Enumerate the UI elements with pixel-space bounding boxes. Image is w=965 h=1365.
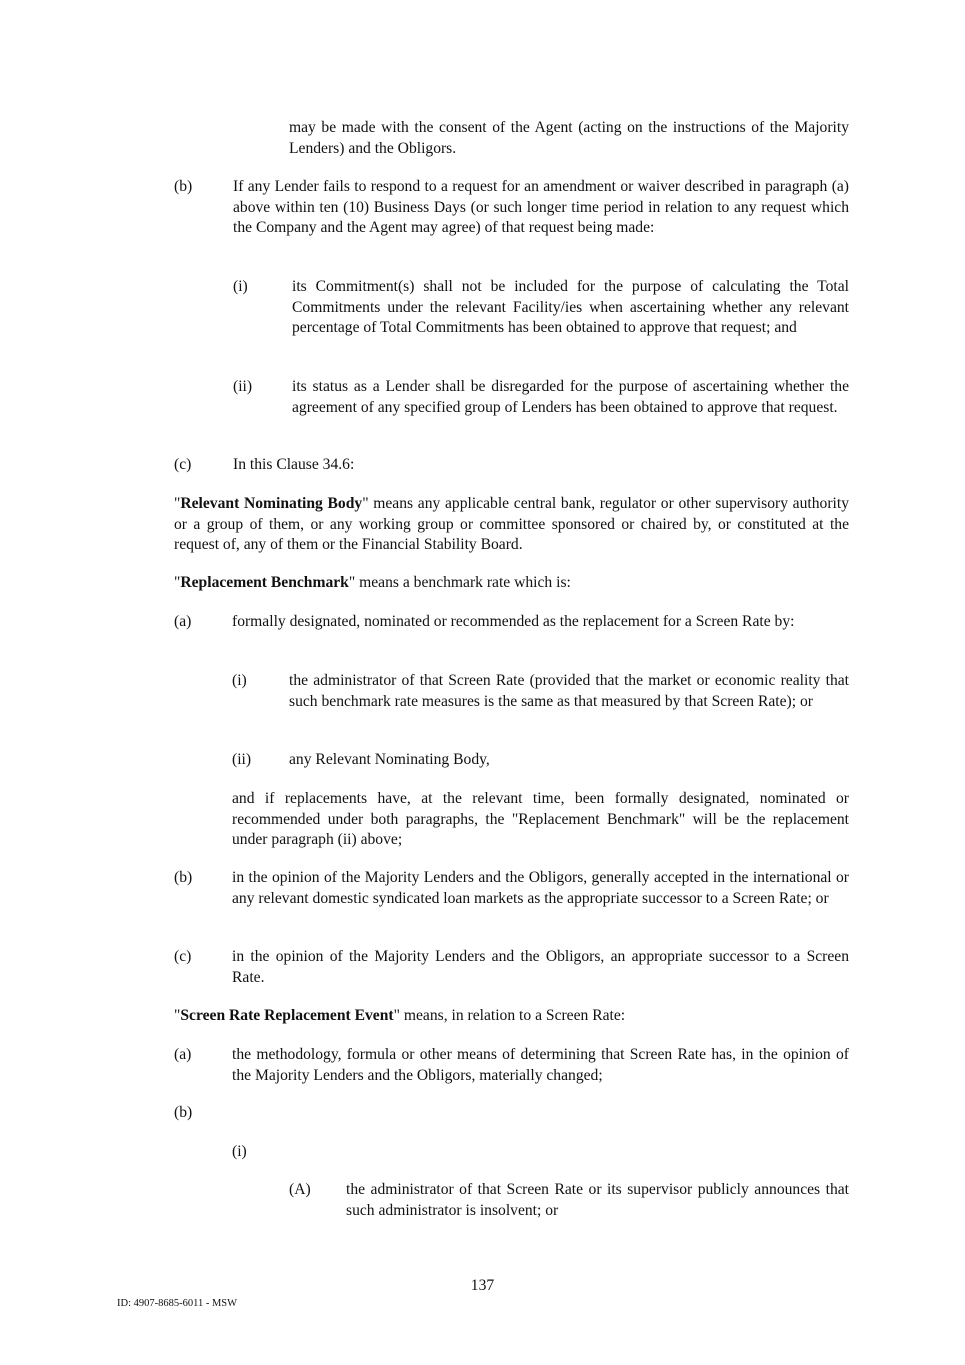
srre-b-i-A-text: the administrator of that Screen Rate or its supervisor publicly announces that such administrator is insolvent; or bbox=[346, 1181, 849, 1219]
rb-label-a: (a) bbox=[174, 613, 192, 630]
rb-a-text: formally designated, nominated or recommended as the replacement for a Screen Rate by: bbox=[232, 613, 795, 630]
rb-a-i-text: the administrator of that Screen Rate (provided that the market or economic reality that such benchmark rate measures is the same as that measured by that Screen Rate); or bbox=[289, 672, 849, 710]
definition-replacement-benchmark: "Replacement Benchmark" means a benchmark rate which is: bbox=[174, 574, 571, 591]
srre-a-text: the methodology, formula or other means of determining that Screen Rate has, in the opinion of the Majority Lenders and the Obligors, materially changed; bbox=[232, 1046, 849, 1084]
rb-label-a-ii: (ii) bbox=[232, 751, 252, 768]
rb-label-c: (c) bbox=[174, 948, 192, 965]
page-number: 137 bbox=[470, 1277, 495, 1294]
clause-label-b: (b) bbox=[174, 178, 193, 195]
rb-b-text: in the opinion of the Majority Lenders and the Obligors, generally accepted in the international or any relevant domestic syndicated loan markets as the appropriate successor to a Screen Rate; or bbox=[232, 869, 849, 907]
rb-a-tail-text: and if replacements have, at the relevant time, been formally designated, nominated or recommended under both paragraphs, the "Replacement Benchmark" will be the replacement under paragraph (ii) above; bbox=[232, 790, 849, 849]
clause-b-text: If any Lender fails to respond to a request for an amendment or waiver described in paragraph (a) above within ten (10) Business Days (or such longer time period in relation to any request which the Company and the Agent may agree) of that request being made: bbox=[233, 178, 849, 237]
subclause-i-text: its Commitment(s) shall not be included for the purpose of calculating the Total Commitments under the relevant Facility/ies when ascertaining whether any relevant percentage of Total Commitments has been obtained to approve that request; and bbox=[292, 278, 849, 337]
clause-label-c: (c) bbox=[174, 456, 192, 473]
document-id: ID: 4907-8685-6011 - MSW bbox=[117, 1298, 238, 1309]
rb-a-ii-text: any Relevant Nominating Body, bbox=[289, 751, 490, 768]
continuation-paragraph: may be made with the consent of the Agent (acting on the instructions of the Majority Lenders) and the Obligors. bbox=[289, 119, 849, 157]
defined-term: Screen Rate Replacement Event bbox=[180, 1007, 394, 1024]
clause-c-text: In this Clause 34.6: bbox=[233, 456, 355, 473]
definition-screen-rate-replacement-event: "Screen Rate Replacement Event" means, in relation to a Screen Rate: bbox=[174, 1007, 626, 1024]
defined-term: Replacement Benchmark bbox=[180, 574, 349, 591]
subclause-ii-text: its status as a Lender shall be disregarded for the purpose of ascertaining whether the agreement of any specified group of Lenders has been obtained to approve that request. bbox=[292, 378, 849, 416]
subclause-label-i: (i) bbox=[233, 278, 248, 295]
definition-relevant-nominating-body: "Relevant Nominating Body" means any applicable central bank, regulator or other supervisory authority or a group of them, or any working group or committee sponsored or chaired by, or constituted at the request of, any of them or the Financial Stability Board. bbox=[174, 495, 849, 554]
srre-label-b: (b) bbox=[174, 1104, 193, 1121]
defined-term: Relevant Nominating Body bbox=[180, 495, 363, 512]
srre-label-a: (a) bbox=[174, 1046, 192, 1063]
srre-label-b-i-A: (A) bbox=[289, 1181, 311, 1198]
rb-c-text: in the opinion of the Majority Lenders and the Obligors, an appropriate successor to a Screen Rate. bbox=[232, 948, 849, 986]
rb-label-a-i: (i) bbox=[232, 672, 247, 689]
srre-label-b-i: (i) bbox=[232, 1143, 247, 1160]
subclause-label-ii: (ii) bbox=[233, 378, 253, 395]
rb-label-b: (b) bbox=[174, 869, 193, 886]
